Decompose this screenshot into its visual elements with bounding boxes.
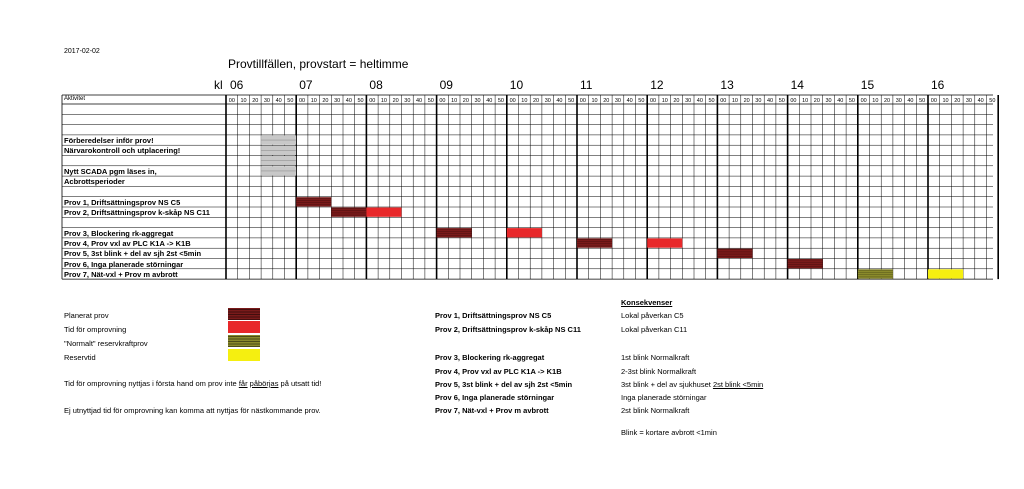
- activity-label: Närvarokontroll och utplacering!: [64, 146, 181, 156]
- activity-label: Acbrottsperioder: [64, 177, 125, 187]
- minute-label: 30: [334, 98, 341, 104]
- activity-label: Prov 2, Driftsättningsprov k-skåp NS C11: [64, 208, 210, 218]
- block-planned: [577, 238, 612, 247]
- page-title: Provtillfällen, provstart = heltimme: [228, 57, 409, 71]
- block-planned: [788, 259, 823, 268]
- activity-label: Prov 7, Nät-vxl + Prov m avbrott: [64, 270, 178, 279]
- minute-label: 50: [638, 98, 645, 104]
- block-planned: [296, 197, 331, 206]
- minute-label: 40: [766, 98, 774, 104]
- minute-label: 40: [696, 98, 703, 104]
- minute-label: 20: [743, 98, 750, 104]
- minute-label: 40: [415, 98, 423, 104]
- minute-label: 30: [755, 98, 762, 104]
- minute-label: 10: [451, 98, 458, 104]
- minute-label: 40: [345, 98, 352, 104]
- minute-label: 00: [509, 98, 516, 104]
- minute-label: 00: [439, 98, 446, 104]
- minute-label: 10: [942, 98, 949, 104]
- block-planned: [437, 228, 472, 237]
- minute-label: 40: [556, 98, 563, 104]
- consequence-effect: Lokal påverkan C11: [621, 325, 688, 334]
- block-retest: [366, 208, 401, 217]
- hour-label: 15: [860, 78, 875, 92]
- minute-label: 20: [673, 98, 680, 104]
- hour-label: 07: [299, 78, 313, 92]
- minute-label: 10: [380, 98, 388, 104]
- minute-label: 10: [591, 98, 598, 104]
- block-retest: [647, 238, 682, 247]
- consequence-effect: 2-3st blink Normalkraft: [621, 367, 697, 376]
- minute-label: 30: [895, 98, 902, 104]
- minute-label: 50: [427, 98, 434, 104]
- minute-label: 00: [298, 98, 306, 104]
- hour-label: 13: [720, 78, 734, 92]
- consequence-prov: Prov 7, Nät-vxl + Prov m avbrott: [435, 406, 549, 415]
- minute-label: 20: [813, 98, 820, 104]
- minute-label: 30: [614, 98, 622, 104]
- minute-label: 20: [462, 98, 469, 104]
- activity-label: Prov 5, 3st blink + del av sjh 2st <5min: [64, 249, 202, 259]
- consequence-prov: Prov 5, 3st blink + del av sjh 2st <5min: [435, 380, 573, 389]
- legend-label-retest: Tid för omprovning: [64, 325, 127, 334]
- minute-label: 10: [240, 98, 247, 104]
- consequence-prov: Prov 6, Inga planerade störningar: [435, 393, 555, 402]
- minute-label: 30: [404, 98, 411, 104]
- legend-label-reserve: Reservtid: [64, 353, 96, 362]
- activity-label: Prov 4, Prov vxl av PLC K1A -> K1B: [64, 239, 191, 249]
- hour-label: 12: [650, 78, 664, 92]
- hour-label: 16: [931, 78, 945, 92]
- consequence-effect: 1st blink Normalkraft: [621, 353, 690, 362]
- hour-label: 08: [369, 78, 383, 92]
- block-planned: [717, 249, 752, 258]
- consequence-prov: Prov 3, Blockering rk-aggregat: [435, 353, 545, 362]
- minute-label: 20: [532, 98, 540, 104]
- minute-label: 40: [907, 98, 914, 104]
- minute-label: 00: [860, 98, 867, 104]
- minute-label: 30: [965, 98, 973, 104]
- minute-label: 20: [883, 98, 891, 104]
- hour-label: 06: [230, 78, 244, 92]
- legend-label-planned: Planerat prov: [64, 311, 109, 320]
- minute-label: 50: [568, 98, 575, 104]
- minute-label: 40: [275, 98, 282, 104]
- minute-label: 20: [252, 98, 259, 104]
- block-retest: [507, 228, 542, 237]
- minute-label: 40: [977, 98, 984, 104]
- block-planned: [331, 208, 366, 217]
- consequence-prov: Prov 2, Driftsättningsprov k-skåp NS C11: [435, 325, 581, 334]
- minute-label: 10: [661, 98, 668, 104]
- minute-label: 00: [579, 98, 586, 104]
- minute-label: 50: [848, 98, 856, 104]
- minute-label: 00: [369, 98, 376, 104]
- legend-swatch-reserve: [228, 349, 260, 361]
- minute-label: 10: [802, 98, 809, 104]
- minute-label: 00: [720, 98, 727, 104]
- kl-label: kl: [214, 78, 223, 92]
- block-reserve: [928, 269, 963, 278]
- hour-label: 14: [790, 78, 804, 92]
- activity-label: Nytt SCADA pgm läses in,: [64, 167, 157, 176]
- consequence-prov: Prov 4, Prov vxl av PLC K1A -> K1B: [435, 367, 562, 376]
- legend-swatch-normal: [228, 335, 260, 347]
- consequence-effect: 2st blink Normalkraft: [621, 406, 690, 415]
- document-date: 2017-02-02: [64, 48, 100, 55]
- minute-label: 00: [930, 98, 937, 104]
- minute-label: 10: [521, 98, 528, 104]
- minute-label: 50: [497, 98, 505, 104]
- consequence-effect: Lokal påverkan C5: [621, 311, 684, 320]
- consequence-effect: Inga planerade störningar: [621, 393, 707, 402]
- activity-label: Prov 1, Driftsättningsprov NS C5: [64, 197, 181, 207]
- minute-label: 50: [287, 98, 294, 104]
- hour-label: 11: [580, 78, 593, 92]
- minute-label: 10: [731, 98, 739, 104]
- minute-label: 30: [263, 98, 271, 104]
- legend-note-1: Tid för omprovning nyttjas i första hand om prov inte får påbörjas på utsatt tid!: [64, 379, 322, 388]
- minute-label: 50: [357, 98, 364, 104]
- minute-label: 20: [603, 98, 610, 104]
- legend-note-2: Ej utnyttjad tid för omprovning kan komma att nyttjas för nästkommande prov.: [64, 406, 321, 415]
- minute-label: 00: [649, 98, 657, 104]
- legend-swatch-retest: [228, 321, 260, 333]
- minute-label: 20: [392, 98, 399, 104]
- minute-label: 40: [837, 98, 844, 104]
- minute-label: 10: [310, 98, 317, 104]
- minute-label: 20: [954, 98, 961, 104]
- minute-label: 50: [919, 98, 926, 104]
- consequences-footnote: Blink = kortare avbrott <1min: [621, 428, 717, 437]
- legend-swatch-planned: [228, 308, 260, 320]
- consequences-header: Konsekvenser: [621, 298, 673, 307]
- minute-label: 10: [872, 98, 879, 104]
- minute-label: 20: [322, 98, 329, 104]
- hour-label: 10: [509, 78, 524, 92]
- consequence-effect: 3st blink + del av sjukhuset 2st blink <5min: [621, 380, 764, 389]
- minute-label: 50: [989, 98, 996, 104]
- minute-label: 30: [474, 98, 481, 104]
- minute-label: 30: [685, 98, 692, 104]
- activities-header: Aktivitet: [64, 96, 86, 102]
- block-normal: [858, 269, 893, 278]
- hour-label: 09: [439, 78, 453, 92]
- minute-label: 50: [708, 98, 715, 104]
- legend-label-normal: "Normalt" reservkraftprov: [64, 339, 148, 348]
- activity-label: Förberedelser inför prov!: [64, 136, 154, 146]
- consequence-prov: Prov 1, Driftsättningsprov NS C5: [435, 311, 552, 320]
- minute-label: 00: [790, 98, 797, 104]
- minute-label: 40: [486, 98, 493, 104]
- minute-label: 40: [626, 98, 633, 104]
- minute-label: 50: [778, 98, 785, 104]
- activity-label: Prov 3, Blockering rk-aggregat: [64, 228, 174, 238]
- minute-label: 30: [825, 98, 832, 104]
- minute-label: 00: [228, 98, 235, 104]
- activity-label: Prov 6, Inga planerade störningar: [64, 259, 184, 269]
- minute-label: 30: [544, 98, 551, 104]
